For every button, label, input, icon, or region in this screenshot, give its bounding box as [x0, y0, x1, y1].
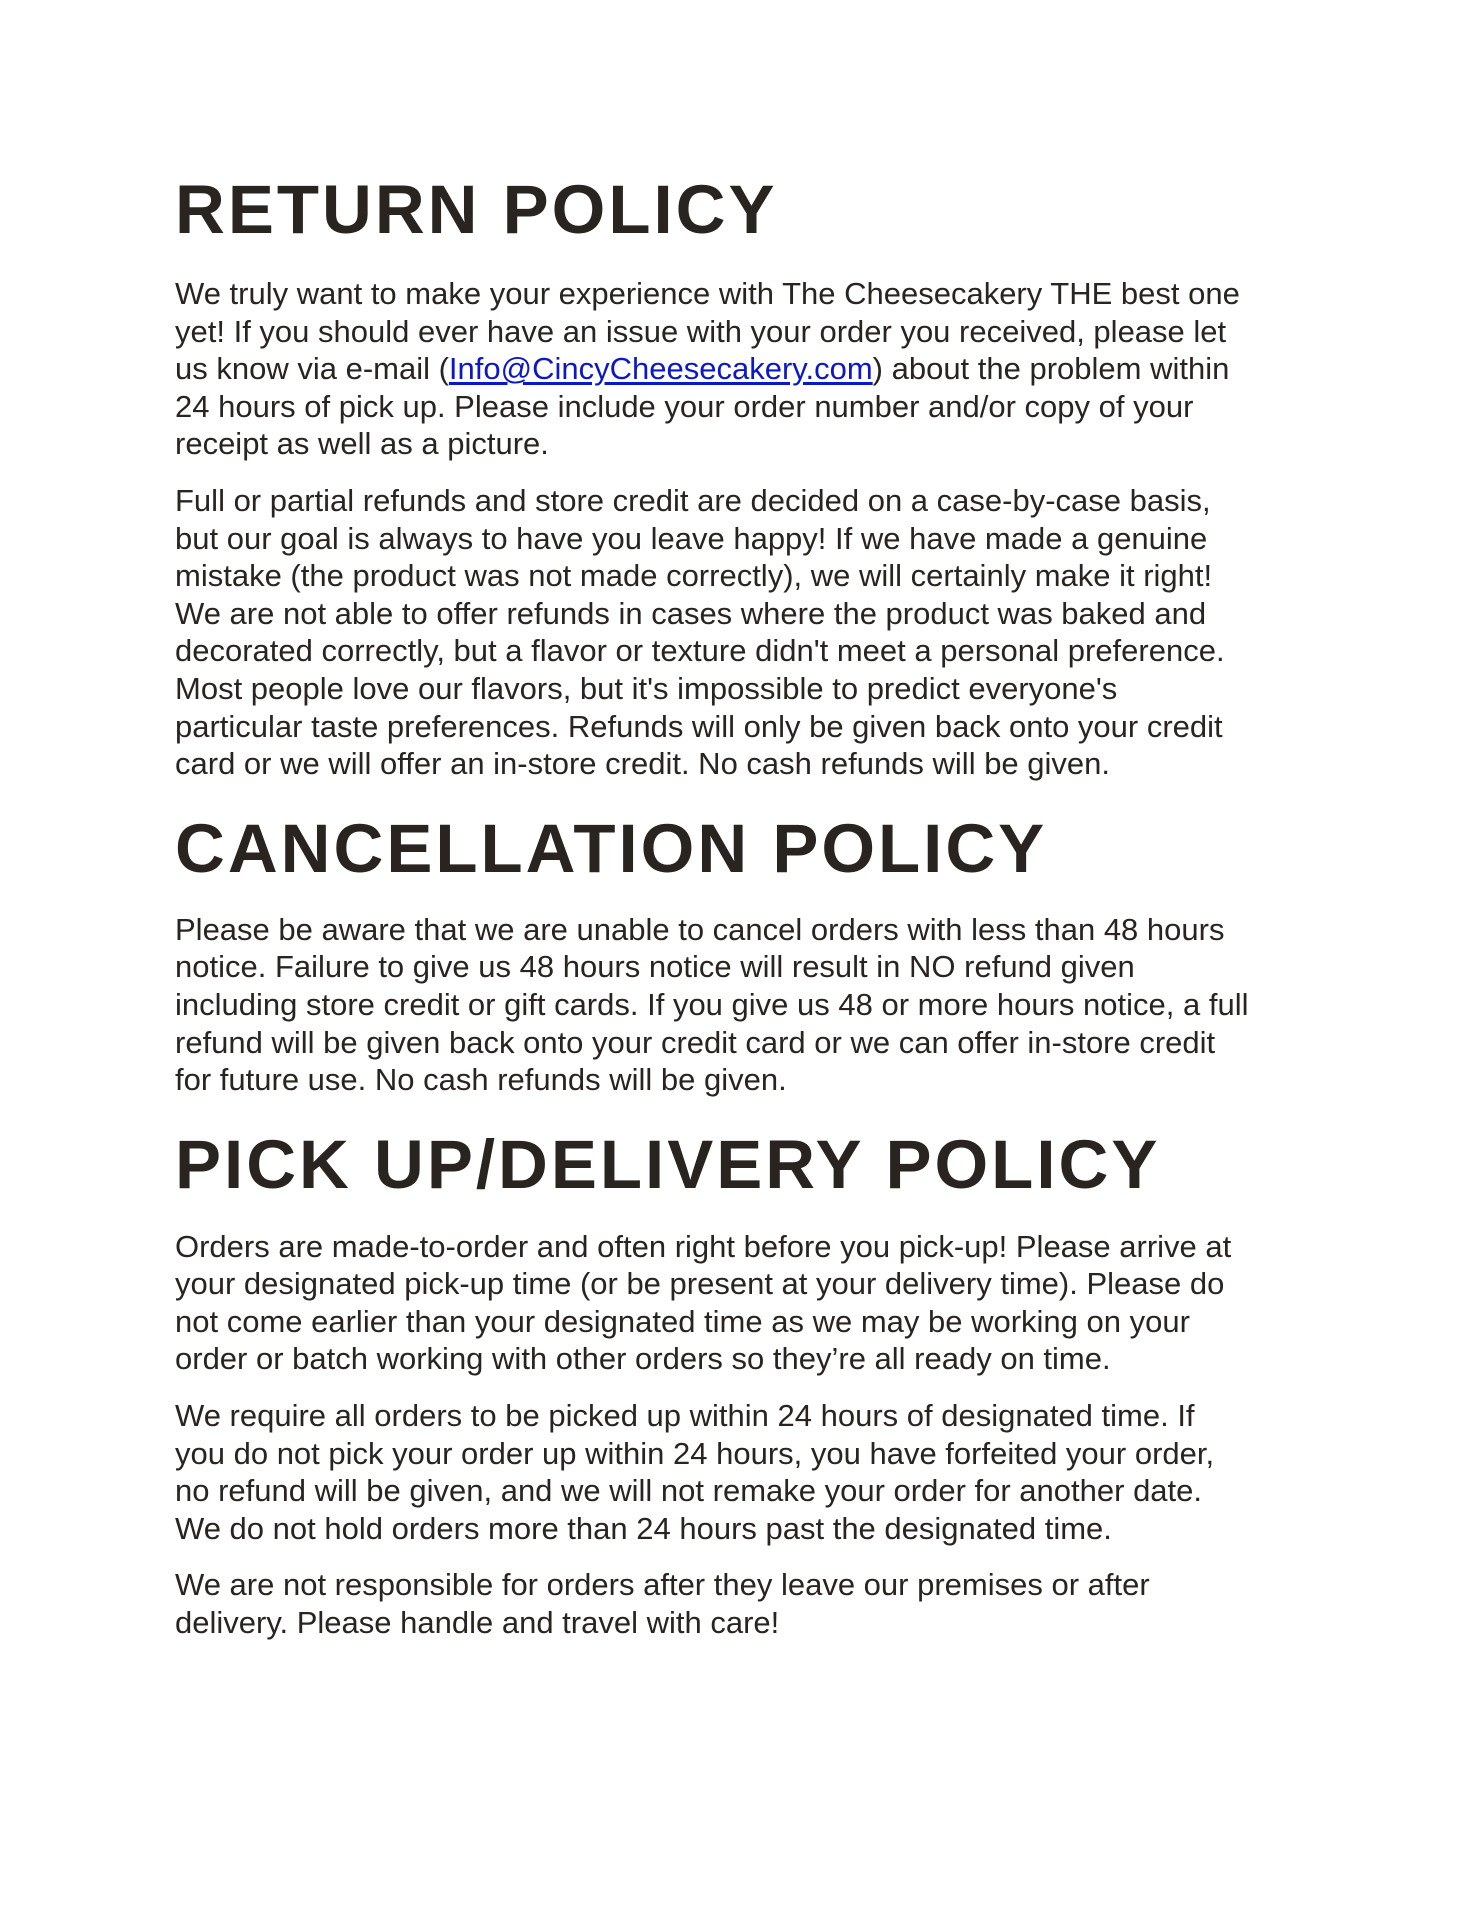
pickup-policy-paragraph-2: We require all orders to be picked up within 24 hours of designated time. If you do not pick your order up within 24 hours, you have forfeited your order, no refund will be given, and we will not remake your order for another date. We do not hold orders more than 24 hours past the designated time. [175, 1398, 1215, 1546]
cancellation-policy-paragraph: Please be aware that we are unable to cancel orders with less than 48 hours notice. Failure to give us 48 hours notice will result in NO refund given including store credit or gift cards. If you give us 48 or more hours notice, a full refund will be given back onto your credit card or we can offer in-store credit for future use. No cash refunds will be given. [175, 911, 1249, 1098]
pickup-policy-paragraph-1: Orders are made-to-order and often right before you pick-up! Please arrive at your designated pick-up time (or be present at your delivery time). Please do not come earlier than your designated time as we may be working on your order or batch working with other orders so they’re all ready on time. [175, 1228, 1232, 1377]
pickup-policy-paragraph-3: We are not responsible for orders after they leave our premises or after delivery. Please handle and travel with care! [175, 1567, 1150, 1641]
return-policy-heading: RETURN POLICY [175, 171, 778, 248]
email-link[interactable]: Info@CincyCheesecakery.com [448, 351, 873, 387]
return-policy-paragraph-1 [175, 275, 1325, 463]
return-policy-text-after-email: ) about the problem within 24 hours of pick up. Please include your order number and/or copy of your receipt as well as a picture. [175, 351, 1230, 462]
policy-document [175, 170, 1325, 1642]
pickup-delivery-policy-heading: PICK UP/DELIVERY POLICY [175, 1125, 1161, 1203]
return-policy-text-before-email: We truly want to make your experience with The Cheesecakery THE best one yet! If you should ever have an issue with your order you received, please let us know via e-mail ( [175, 276, 1240, 387]
cancellation-policy-heading: CANCELLATION POLICY [175, 809, 1048, 887]
return-policy-paragraph-2: Full or partial refunds and store credit are decided on a case-by-case basis, but our goal is always to have you leave happy! If we have made a genuine mistake (the product was not made correctly), we will certainly make it right! We are not able to offer refunds in cases where the product was baked and decorated correctly, but a flavor or texture didn't meet a personal preference. Most people love our flavors, but it's impossible to predict everyone's particular taste preferences. Refunds will only be given back onto your credit card or we will offer an in-store credit. No cash refunds will be given. [175, 482, 1225, 782]
